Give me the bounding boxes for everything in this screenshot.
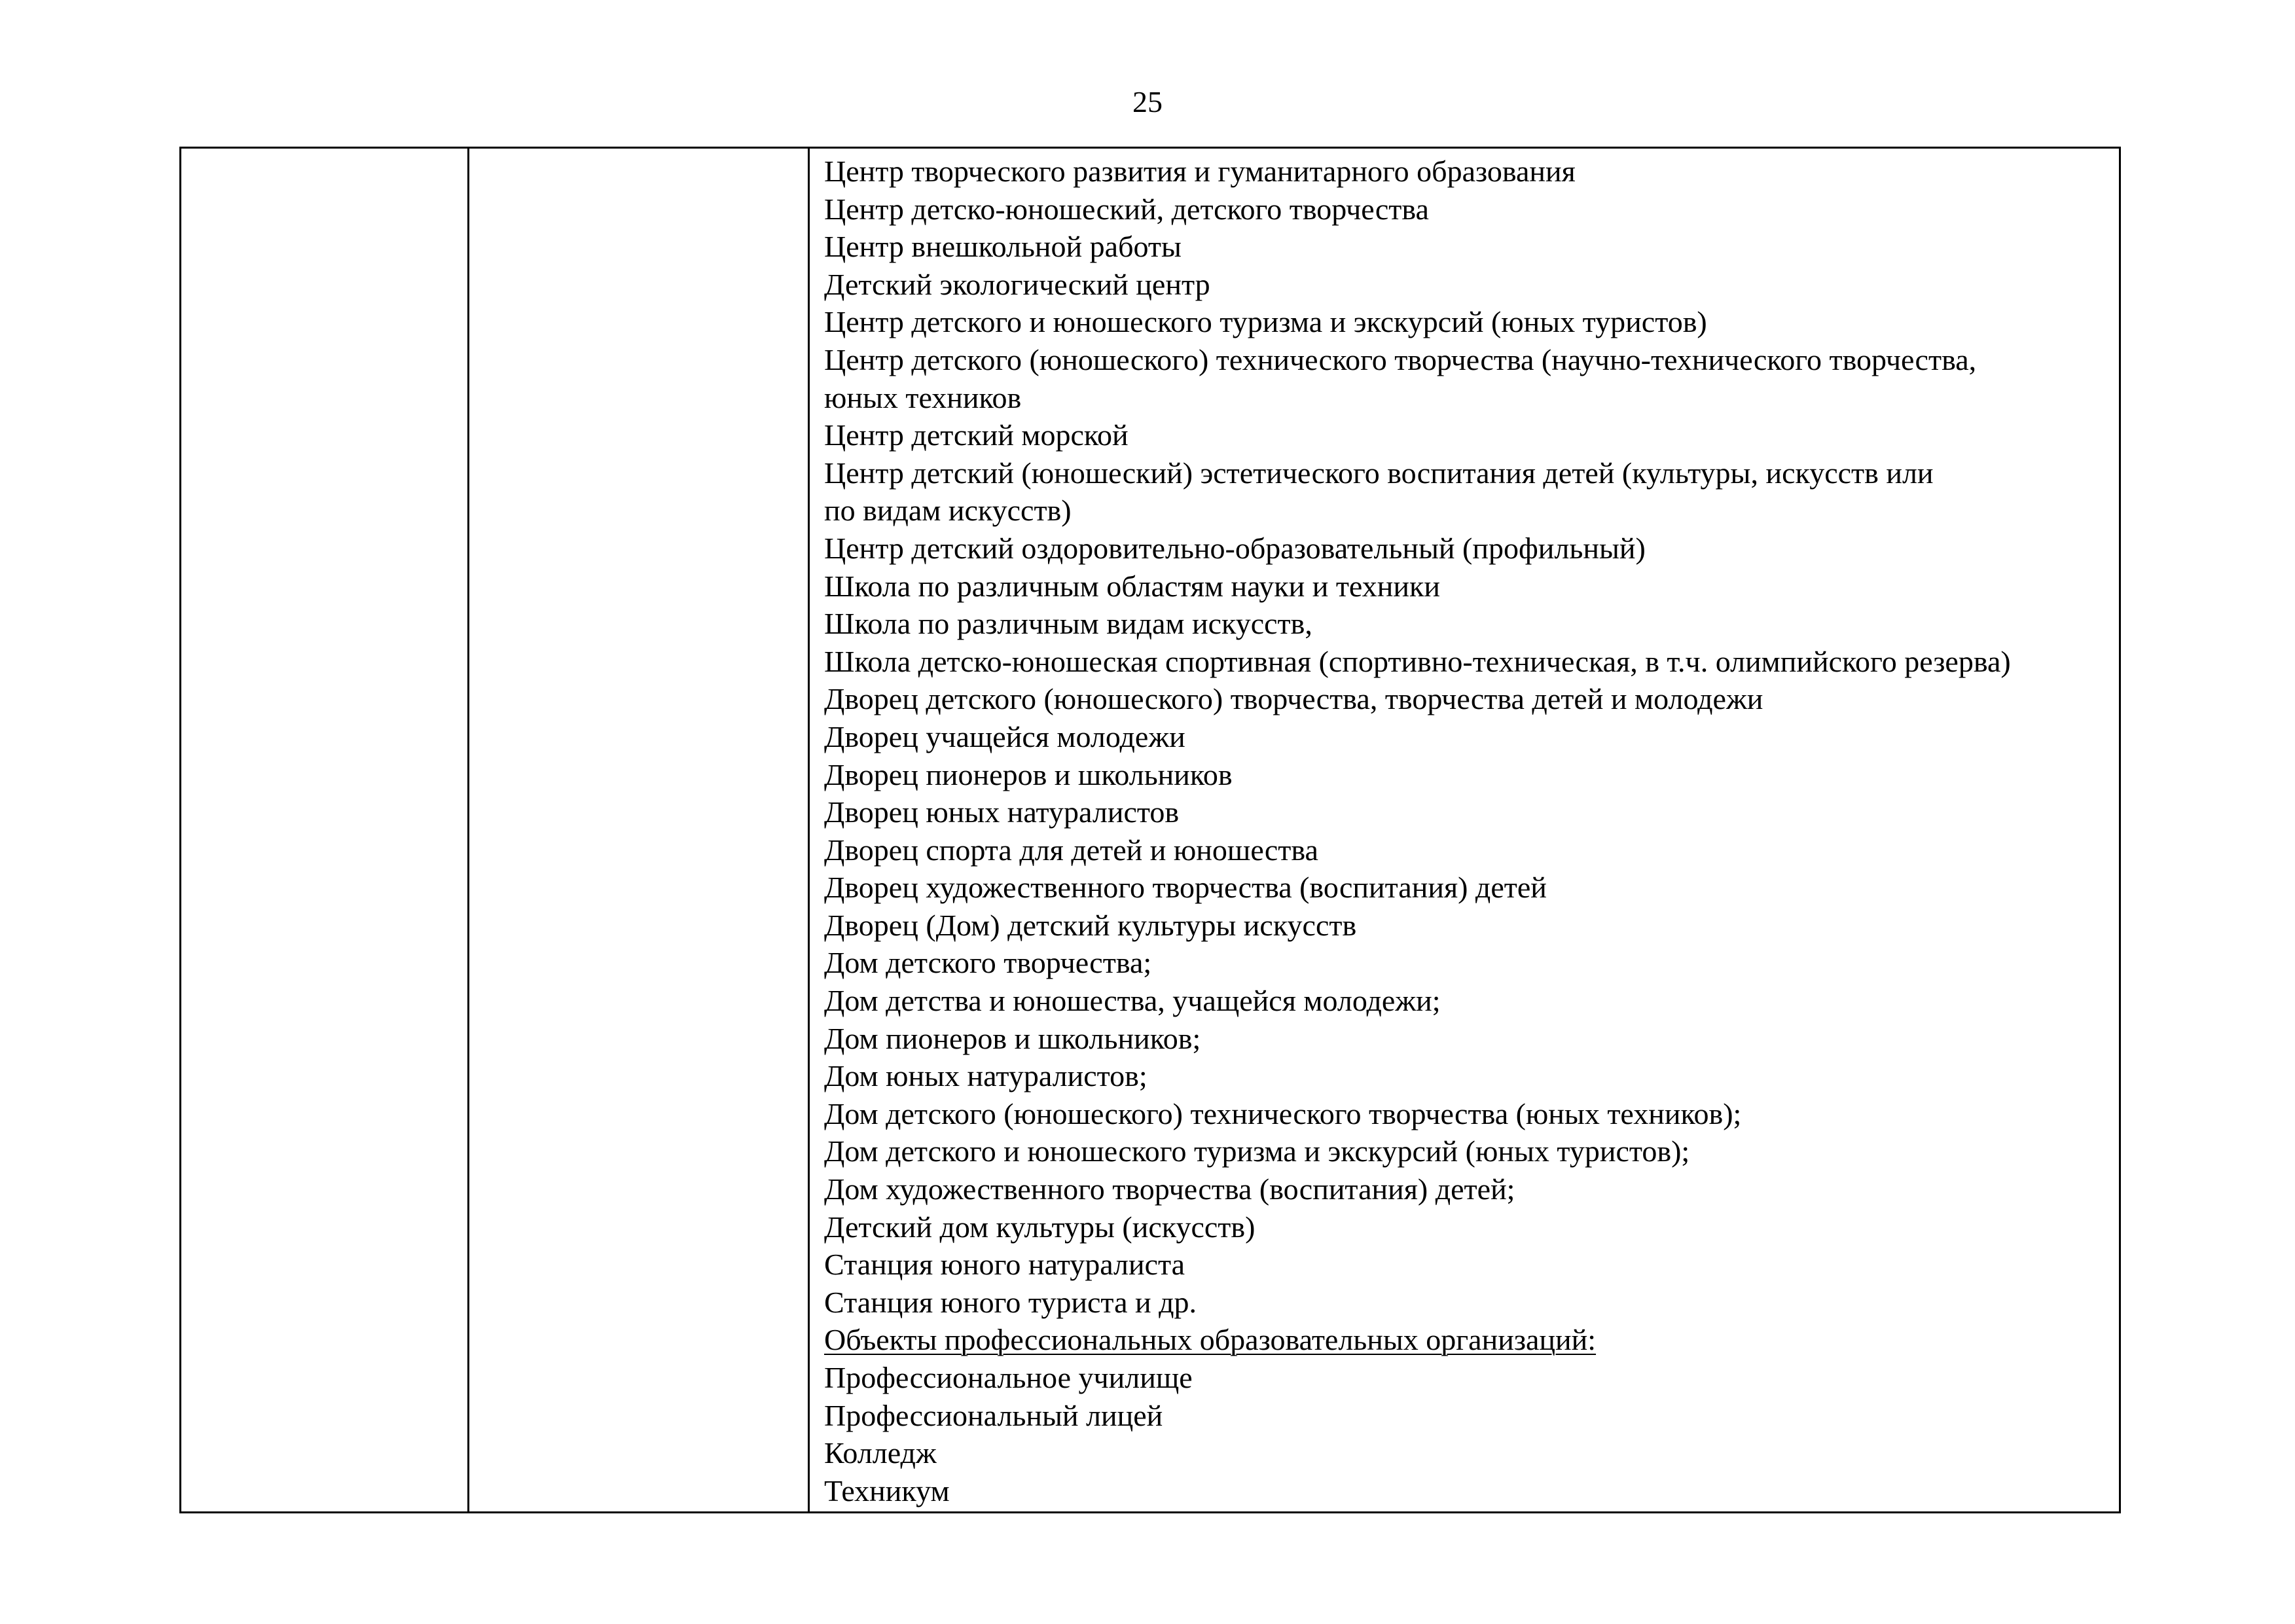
list-item: Дворец юных натуралистов [824,795,1180,829]
section-heading: Объекты профессиональных образовательных организаций: [824,1323,1597,1357]
list-item: Детский дом культуры (искусств) [824,1210,1256,1244]
list-item: Дворец (Дом) детский культуры искусств [824,908,1357,942]
list-item: Школа по различным видам искусств, [824,607,1312,641]
list-item: Центр детского и юношеского туризма и экскурсий (юных туристов) [824,305,1707,339]
list-item: Дом детства и юношества, учащейся молодежи; [824,984,1441,1018]
table-column-3-list [810,149,2119,1511]
list-item: Центр детский морской [824,418,1129,452]
list-item: Дом детского (юношеского) технического творчества (юных техников); [824,1096,1742,1130]
list-item: Центр детского (юношеского) технического творчества (научно-технического творчества, [824,342,1977,376]
list-item: Детский экологический центр [824,267,1210,301]
table-column-1-empty [181,149,469,1511]
list-item: Дом детского творчества; [824,946,1152,980]
list-item: Дворец учащейся молодежи [824,719,1185,753]
table-column-2-empty [469,149,810,1511]
list-item: Дворец детского (юношеского) творчества, творчества детей и молодежи [824,682,1763,716]
page-number: 25 [1132,85,1163,118]
list-item: Дворец спорта для детей и юношества [824,833,1318,867]
list-item: Школа детско-юношеская спортивная (спортивно-техническая, в т.ч. олимпийского резерва) [824,644,2011,678]
list-item: Центр внешкольной работы [824,230,1182,264]
list-item: Техникум [824,1473,950,1507]
list-item: Дом художественного творчества (воспитания) детей; [824,1172,1515,1206]
list-item: Станция юного туриста и др. [824,1285,1197,1319]
list-item: Профессиональное училище [824,1361,1193,1394]
list-item: Дом пионеров и школьников; [824,1021,1201,1055]
list-item: Центр детско-юношеский, детского творчества [824,192,1429,226]
document-table [179,147,2121,1513]
list-item: Школа по различным областям науки и техники [824,569,1440,603]
list-item: Дом детского и юношеского туризма и экскурсий (юных туристов); [824,1134,1690,1168]
list-item: Дом юных натуралистов; [824,1059,1148,1093]
list-item: Профессиональный лицей [824,1398,1163,1432]
list-item: юных техников [824,380,1022,414]
list-item: Колледж [824,1436,937,1470]
list-item: Центр творческого развития и гуманитарного образования [824,154,1576,188]
list-item: Центр детский оздоровительно-образовательный (профильный) [824,531,1646,565]
list-item: Станция юного натуралиста [824,1248,1185,1282]
list-item: Дворец художественного творчества (воспитания) детей [824,871,1547,905]
list-item: Центр детский (юношеский) эстетического воспитания детей (культуры, искусств или [824,456,1934,490]
list-item: Дворец пионеров и школьников [824,757,1233,791]
list-item: по видам искусств) [824,494,1072,528]
